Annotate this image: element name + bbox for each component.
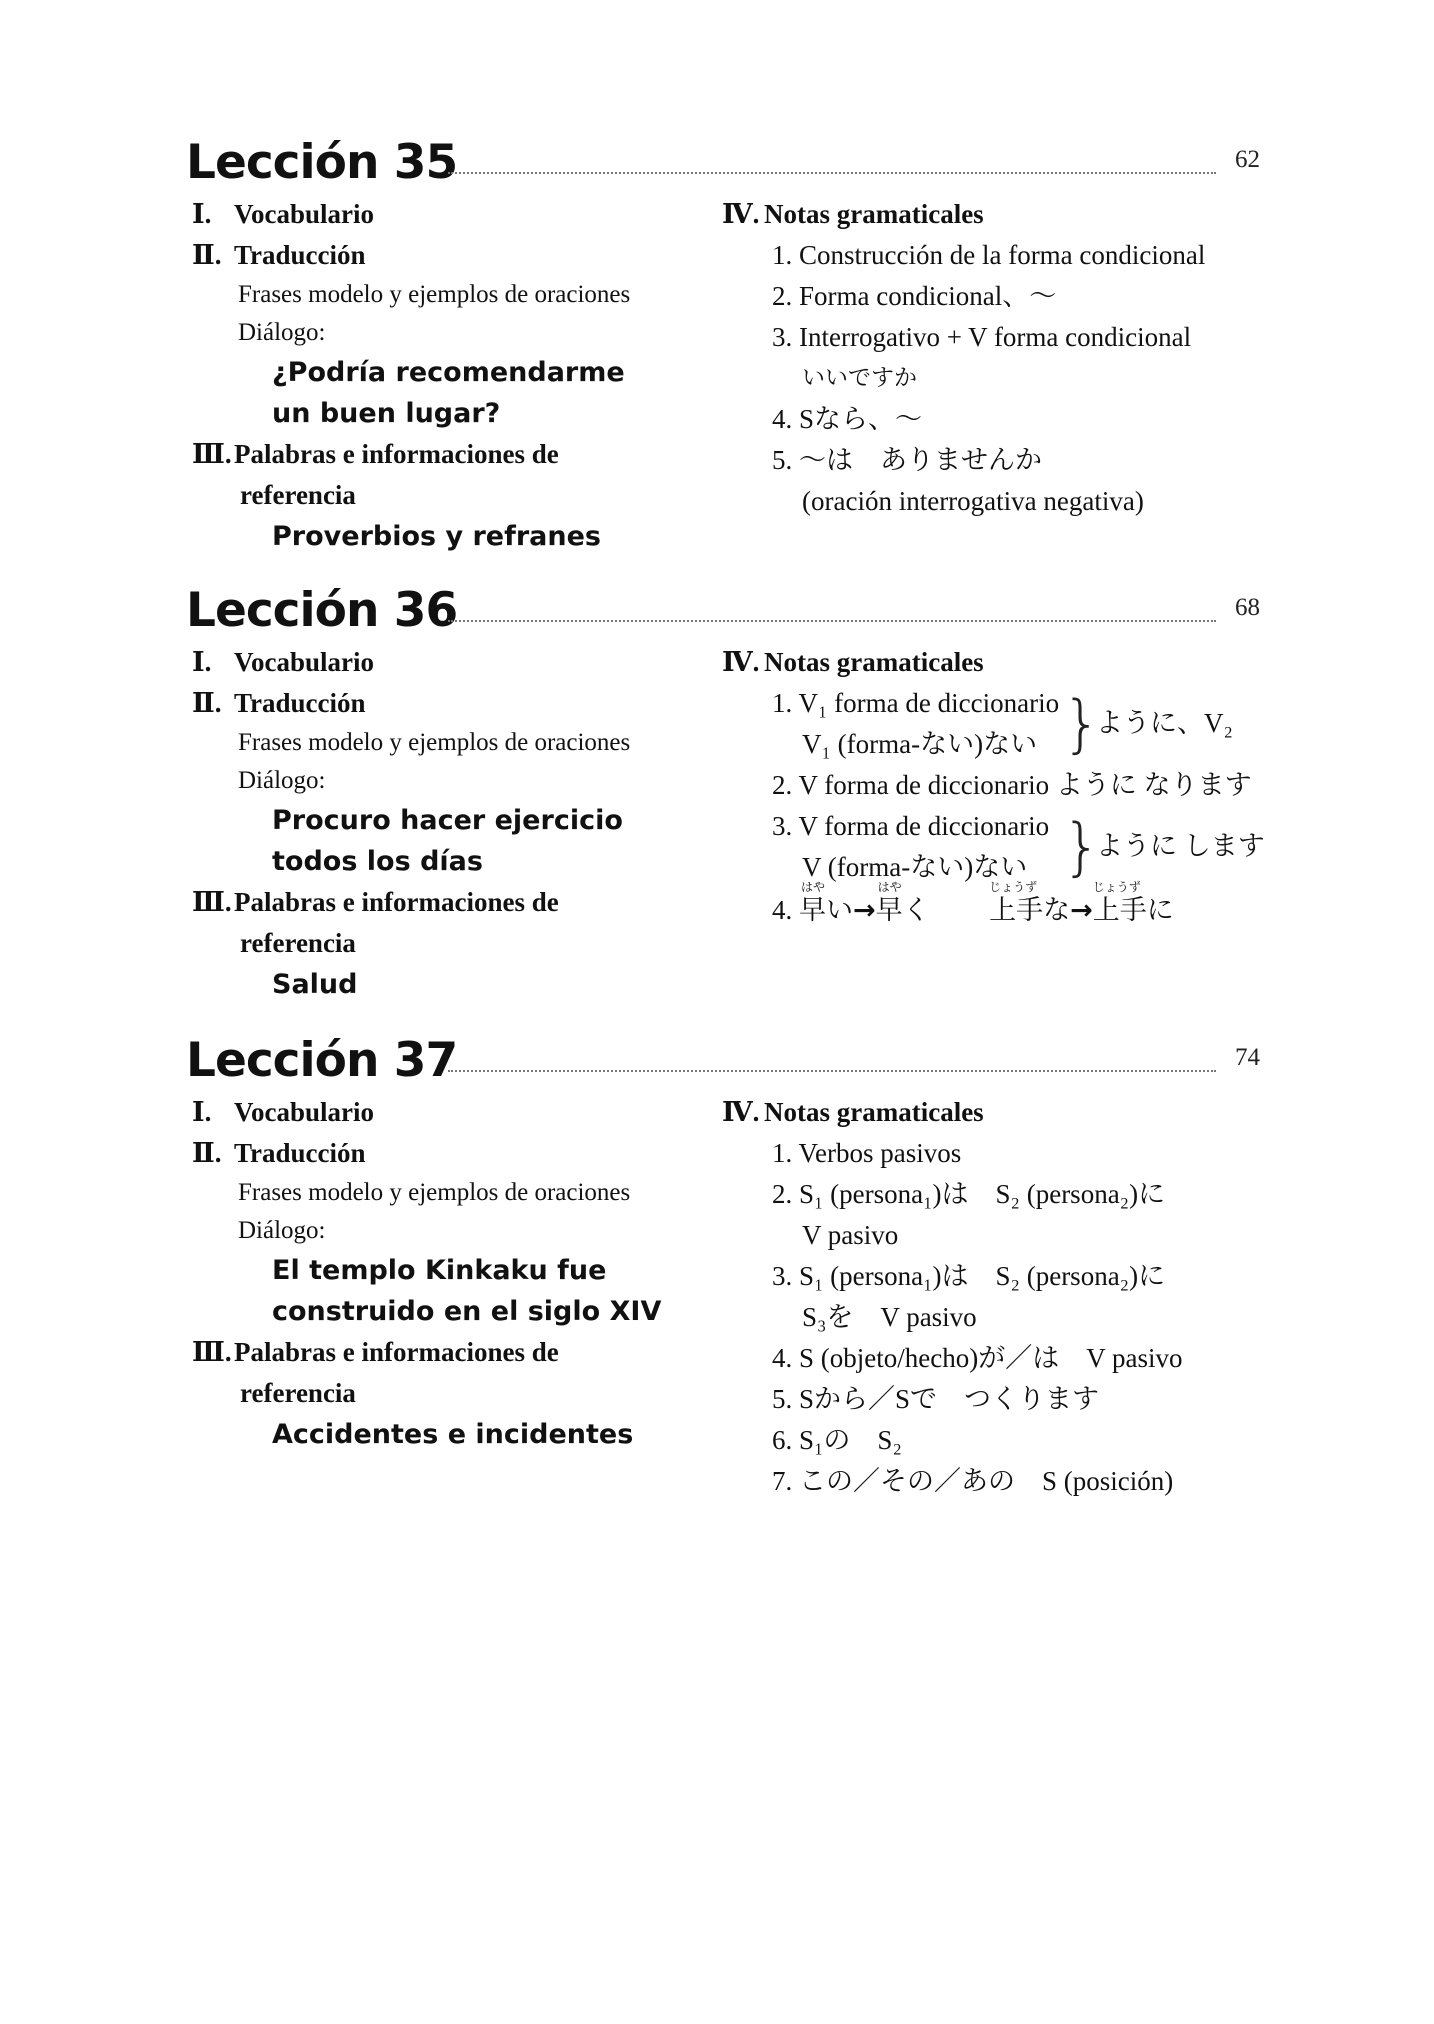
dotted-leader bbox=[448, 172, 1216, 174]
section-palabras: Ⅲ.Palabras e informaciones de bbox=[192, 887, 559, 917]
section-notas: Ⅳ. Notas gramaticales bbox=[722, 647, 984, 677]
page-number: 62 bbox=[1235, 146, 1260, 173]
grammar-note-cont: (oración interrogativa negativa) bbox=[802, 486, 1144, 516]
furigana: はや bbox=[801, 880, 826, 894]
lesson-header bbox=[186, 132, 1266, 194]
right-column bbox=[716, 1092, 1276, 1502]
lesson-title: Lección 37 bbox=[186, 1033, 458, 1088]
reference-topic: Accidentes e incidentes bbox=[272, 1419, 634, 1450]
lesson-title: Lección 36 bbox=[186, 583, 458, 638]
lesson-header bbox=[186, 580, 1266, 642]
note-number: 4. bbox=[772, 895, 793, 925]
section-vocabulario: Ⅰ. Vocabulario bbox=[192, 647, 375, 677]
section-palabras-cont: referencia bbox=[240, 1378, 356, 1408]
dotted-leader bbox=[448, 620, 1216, 622]
right-brace-icon: } bbox=[1062, 687, 1102, 760]
dialogo-label: Diálogo: bbox=[238, 1217, 326, 1244]
dotted-leader bbox=[448, 1070, 1216, 1072]
page-number: 74 bbox=[1235, 1044, 1260, 1071]
page-number: 68 bbox=[1235, 594, 1260, 621]
dialog-title-line: El templo Kinkaku fue bbox=[272, 1255, 607, 1286]
section-traduccion: Ⅱ. Traducción bbox=[192, 688, 366, 718]
reference-topic: Salud bbox=[272, 969, 358, 1000]
grammar-note: 3. V forma de diccionario bbox=[772, 811, 1050, 841]
grammar-note: 7. この／その／あの S (posición) bbox=[772, 1466, 1174, 1496]
grammar-note: 4. Sなら、～ bbox=[772, 404, 923, 434]
furigana: はや bbox=[877, 880, 902, 894]
section-traduccion: Ⅱ. Traducción bbox=[192, 240, 366, 270]
furigana: じょうず bbox=[989, 880, 1038, 894]
grammar-note: 3. S₁ (persona₁)は S₂ (persona₂)に bbox=[772, 1261, 1166, 1291]
grammar-note-cont: S₃を V pasivo bbox=[802, 1302, 977, 1332]
lesson-header bbox=[186, 1030, 1266, 1092]
dialogo-label: Diálogo: bbox=[238, 319, 326, 346]
grammar-note: 5. ～は ありませんか bbox=[772, 445, 1042, 475]
section-vocabulario: Ⅰ. Vocabulario bbox=[192, 1097, 375, 1127]
dialog-title-line: Procuro hacer ejercicio bbox=[272, 805, 623, 836]
grammar-note-brace-group bbox=[716, 806, 1276, 888]
section-palabras: Ⅲ.Palabras e informaciones de bbox=[192, 439, 559, 469]
lesson-36 bbox=[186, 580, 1266, 1000]
grammar-note-brace-group bbox=[716, 683, 1276, 765]
grammar-note: 1. Verbos pasivos bbox=[772, 1138, 962, 1168]
dialogo-label: Diálogo: bbox=[238, 767, 326, 794]
left-column bbox=[186, 1092, 706, 1455]
section-palabras-cont: referencia bbox=[240, 928, 356, 958]
jp-word: 上手に bbox=[1092, 895, 1174, 925]
jp-word: 早く bbox=[875, 895, 930, 925]
dialog-title-line: ¿Podría recomendarme bbox=[272, 357, 625, 388]
lesson-35 bbox=[186, 132, 1266, 552]
right-arrow-icon: → bbox=[853, 895, 876, 926]
dialog-title-line: todos los días bbox=[272, 846, 483, 877]
right-brace-icon: } bbox=[1062, 810, 1102, 883]
grammar-note-tail: ように、V₂ bbox=[1096, 708, 1233, 738]
section-traduccion: Ⅱ. Traducción bbox=[192, 1138, 366, 1168]
lesson-title: Lección 35 bbox=[186, 135, 458, 190]
lesson-37 bbox=[186, 1030, 1266, 1496]
frases-modelo: Frases modelo y ejemplos de oraciones bbox=[238, 1179, 631, 1206]
jp-word: 早い bbox=[799, 895, 853, 925]
jp-word: 上手な bbox=[989, 895, 1071, 925]
dialog-title-line: un buen lugar? bbox=[272, 398, 501, 429]
grammar-note: 6. S₁の S₂ bbox=[772, 1425, 902, 1455]
grammar-note: 3. Interrogativo + V forma condicional bbox=[772, 322, 1192, 352]
grammar-note-cont: V₁ (forma-ない)ない bbox=[802, 729, 1038, 759]
section-notas: Ⅳ. Notas gramaticales bbox=[722, 1097, 984, 1127]
grammar-note-furigana bbox=[716, 880, 1276, 933]
right-column bbox=[716, 642, 1276, 933]
right-arrow-icon: → bbox=[1070, 895, 1093, 926]
furigana: じょうず bbox=[1092, 880, 1141, 894]
dialog-title-line: construido en el siglo XIV bbox=[272, 1296, 662, 1327]
grammar-note: 5. Sから／Sで つくります bbox=[772, 1384, 1100, 1414]
section-notas: Ⅳ. Notas gramaticales bbox=[722, 199, 984, 229]
grammar-note: 2. V forma de diccionario ように なります bbox=[772, 770, 1252, 800]
grammar-note-cont: いいですか bbox=[802, 365, 917, 391]
reference-topic: Proverbios y refranes bbox=[272, 521, 601, 552]
grammar-note: 2. Forma condicional、～ bbox=[772, 281, 1057, 311]
right-column bbox=[716, 194, 1276, 522]
grammar-note: 2. S₁ (persona₁)は S₂ (persona₂)に bbox=[772, 1179, 1166, 1209]
section-palabras: Ⅲ.Palabras e informaciones de bbox=[192, 1337, 559, 1367]
section-vocabulario: Ⅰ. Vocabulario bbox=[192, 199, 375, 229]
section-palabras-cont: referencia bbox=[240, 480, 356, 510]
frases-modelo: Frases modelo y ejemplos de oraciones bbox=[238, 281, 631, 308]
grammar-note: 4. S (objeto/hecho)が／は V pasivo bbox=[772, 1343, 1183, 1373]
grammar-note: 1. Construcción de la forma condicional bbox=[772, 240, 1206, 270]
grammar-note-tail: ように します bbox=[1096, 831, 1265, 861]
grammar-note: 1. V₁ forma de diccionario bbox=[772, 688, 1060, 718]
grammar-note-cont: V pasivo bbox=[802, 1220, 899, 1250]
frases-modelo: Frases modelo y ejemplos de oraciones bbox=[238, 729, 631, 756]
grammar-note-cont: V (forma-ない)ない bbox=[802, 852, 1028, 882]
left-column bbox=[186, 642, 706, 1005]
left-column bbox=[186, 194, 706, 557]
